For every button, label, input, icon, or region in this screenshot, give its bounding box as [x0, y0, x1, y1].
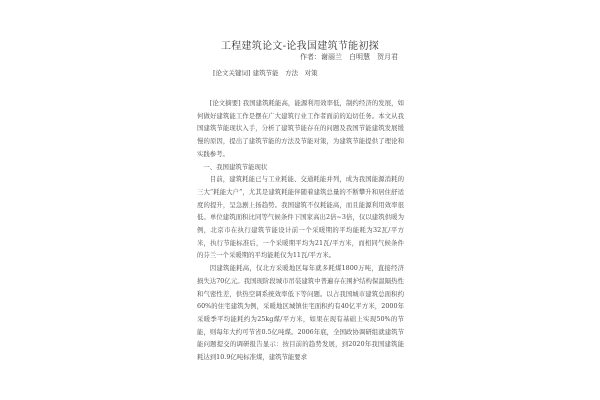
document-keywords: [论文关键词] 建筑节能 方法 对策	[213, 69, 318, 77]
abstract-paragraph: [论文摘要] 我国建筑耗能高，能源利用效率低，制约经济的发展，如何做好建筑能工作是摆在广大建筑行业工作者面前的迫切任务。本文从我国建筑节能现状入手，分析了建筑节能存在的问题及我国节能建筑发展缓慢的原因，提出了建筑节能的方法及节能对策，为建筑节能提供了理论和实践参考。	[197, 99, 404, 158]
body-paragraph-1: 目前，建筑耗能已与工业耗能、交通耗能并列，成为我国能源消耗的三大“耗能大户”，尤其是建筑耗能伴随着建筑总量的不断攀升和居住舒适度的提升，呈急剧上扬趋势。我国建筑不仅耗能高，而且能源利用效率很低。单位建筑面积比同等气候条件下国家高出2倍~3倍，仅以建筑供暖为例，北京市在执行建筑节能设计前一个采暖期的平均能耗为32瓦/平方米，执行节能标准后，一个采暖期平均为21瓦/平方米，而相同气候条件的芬兰一个采暖期的平均能耗仅为11瓦/平方米。	[197, 175, 404, 260]
document-title: 工程建筑论文-论我国建筑节能初探	[220, 41, 380, 52]
body-paragraph-2: 因建筑能耗高，仅北方采暖地区每年就多耗煤1800万吨，直接经济损失达70亿元。我国现阶段城市吊装建筑中普遍存在围护结构保温隔热性和气密性差，供热空调系统效率低下等问题。以占我国城市建筑总面积约60%的住宅建筑为例，采暖地区城镇住宅面积约有40亿平方米，2000年采暖季平均能耗约为25kg煤/平方米，如果在现有基础上实现50%的节能，则每年大约可节省0.5亿吨煤。2006年底，全国政协调研组就建筑节能问题提交的调研报告显示：按目前的趋势发展，到2020年我国建筑能耗达到10.9亿吨标准煤，建筑节能要求	[197, 264, 404, 362]
section-heading: 一、我国建筑节能现状	[203, 162, 268, 171]
document-body	[197, 97, 404, 364]
document-authors: 作者：谢丽兰 白明慧 贺月君	[300, 53, 398, 61]
